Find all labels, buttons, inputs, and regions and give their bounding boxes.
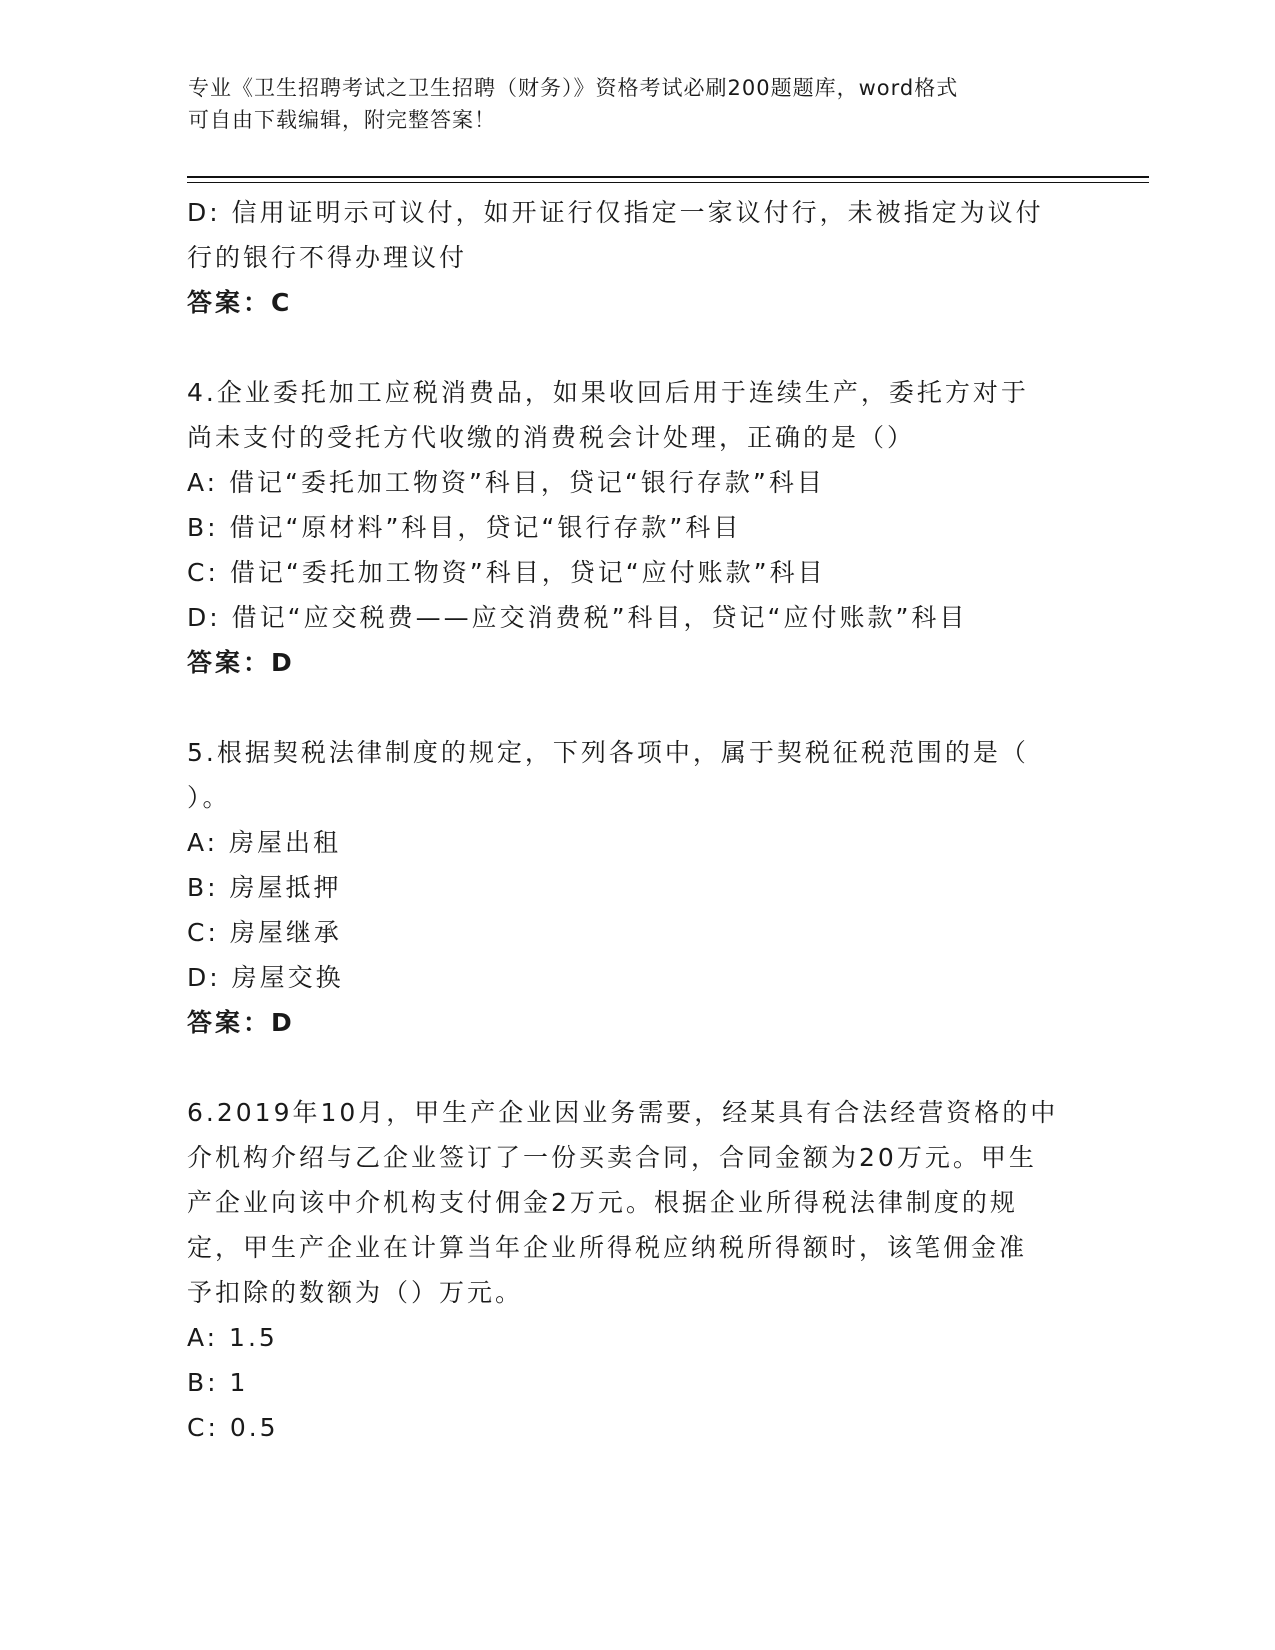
question-stem-line: 定，甲生产企业在计算当年企业所得税应纳税所得额时，该笔佣金准 [187, 1233, 1028, 1262]
option-c: C: 借记“委托加工物资”科目，贷记“应付账款”科目 [187, 558, 826, 587]
question-5 [187, 730, 1087, 1045]
answer: 答案：D [187, 648, 295, 677]
question-4 [187, 370, 1087, 685]
option-a: A: 借记“委托加工物资”科目，贷记“银行存款”科目 [187, 468, 825, 497]
option-b: B: 借记“原材料”科目，贷记“银行存款”科目 [187, 513, 742, 542]
question-stem-line: ）。 [187, 783, 231, 812]
document-body [187, 190, 1087, 1450]
spacer [187, 325, 1087, 370]
question-stem-line: 产企业向该中介机构支付佣金2万元。根据企业所得税法律制度的规 [187, 1188, 1018, 1217]
question-stem-line: 6.2019年10月，甲生产企业因业务需要，经某具有合法经营资格的中 [187, 1098, 1059, 1127]
option-b: B: 房屋抵押 [187, 873, 342, 902]
spacer [187, 685, 1087, 730]
question-stem-line: 5.根据契税法律制度的规定，下列各项中，属于契税征税范围的是（ [187, 738, 1029, 767]
option-a: A: 房屋出租 [187, 828, 342, 857]
question-6 [187, 1090, 1087, 1450]
option-c: C: 房屋继承 [187, 918, 342, 947]
option-b: B: 1 [187, 1368, 249, 1397]
answer: 答案：C [187, 288, 293, 317]
answer: 答案：D [187, 1008, 295, 1037]
option-d-line-1: D: 信用证明示可议付，如开证行仅指定一家议付行，未被指定为议付 [187, 198, 1044, 227]
question-stem-line: 4.企业委托加工应税消费品，如果收回后用于连续生产，委托方对于 [187, 378, 1029, 407]
option-d: D: 房屋交换 [187, 963, 344, 992]
option-a: A: 1.5 [187, 1323, 278, 1352]
question-stem-line: 尚未支付的受托方代收缴的消费税会计处理，正确的是（） [187, 423, 916, 452]
question-stem-line: 予扣除的数额为（）万元。 [187, 1278, 524, 1307]
document-header [188, 72, 1068, 136]
option-d-line-2: 行的银行不得办理议付 [187, 243, 468, 272]
option-c: C: 0.5 [187, 1413, 279, 1442]
question-stem-line: 介机构介绍与乙企业签订了一份买卖合同，合同金额为20万元。甲生 [187, 1143, 1037, 1172]
header-line-1: 专业《卫生招聘考试之卫生招聘（财务）》资格考试必刷200题题库，word格式 [188, 76, 959, 100]
header-line-2: 可自由下载编辑，附完整答案！ [188, 108, 496, 132]
option-d: D: 借记“应交税费——应交消费税”科目，贷记“应付账款”科目 [187, 603, 968, 632]
spacer [187, 1045, 1087, 1090]
question-3-tail [187, 190, 1087, 325]
header-divider-thick [187, 176, 1149, 178]
header-divider-thin [187, 182, 1149, 183]
